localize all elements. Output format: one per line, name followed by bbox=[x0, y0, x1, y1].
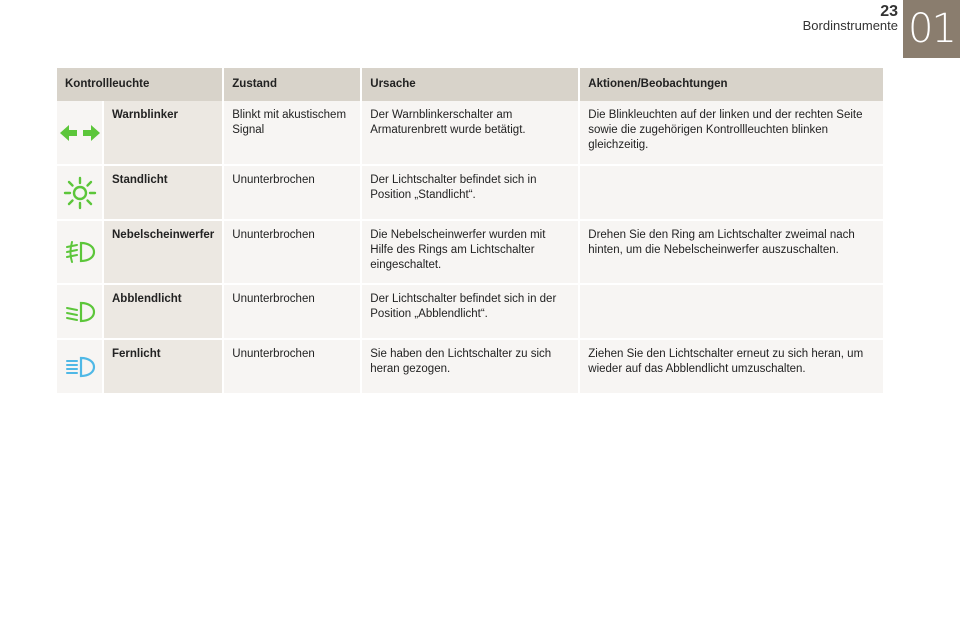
icon-cell bbox=[57, 284, 103, 339]
main-beam-icon bbox=[64, 355, 96, 379]
light-actions: Ziehen Sie den Lichtschalter erneut zu sich heran, um wieder auf das Abblendlicht umzuschalten. bbox=[579, 339, 884, 394]
chapter-tab: 01 bbox=[903, 0, 960, 58]
table-row bbox=[57, 165, 884, 220]
light-name: Abblendlicht bbox=[103, 284, 223, 339]
light-state: Ununterbrochen bbox=[223, 339, 361, 394]
column-header-cause: Ursache bbox=[361, 68, 579, 101]
light-name: Nebelscheinwerfer bbox=[103, 220, 223, 284]
table-row bbox=[57, 220, 884, 284]
table-row bbox=[57, 101, 884, 165]
table-row bbox=[57, 339, 884, 394]
icon-cell bbox=[57, 165, 103, 220]
front-fog-lamp-icon bbox=[64, 240, 96, 264]
table-header-row bbox=[57, 68, 884, 101]
section-title: Bordinstrumente bbox=[802, 18, 898, 33]
light-state: Blinkt mit akustischem Signal bbox=[223, 101, 361, 165]
page-number: 23 bbox=[880, 3, 898, 20]
light-actions: Die Blinkleuchten auf der linken und der rechten Seite sowie die zugehörigen Kontrollleuchten blinken gleichzeitig. bbox=[579, 101, 884, 165]
light-actions bbox=[579, 165, 884, 220]
column-header-actions: Aktionen/Beobachtungen bbox=[579, 68, 884, 101]
light-state: Ununterbrochen bbox=[223, 284, 361, 339]
warning-lights-table bbox=[57, 68, 885, 395]
table-row bbox=[57, 284, 884, 339]
sidelights-icon bbox=[63, 176, 97, 210]
dipped-beam-icon bbox=[64, 300, 96, 324]
column-header-state: Zustand bbox=[223, 68, 361, 101]
hazard-arrows-icon bbox=[58, 122, 102, 144]
icon-cell bbox=[57, 101, 103, 165]
icon-cell bbox=[57, 220, 103, 284]
light-cause: Der Warnblinkerschalter am Armaturenbrett wurde betätigt. bbox=[361, 101, 579, 165]
light-name: Fernlicht bbox=[103, 339, 223, 394]
column-header-light: Kontrollleuchte bbox=[57, 68, 223, 101]
light-actions: Drehen Sie den Ring am Lichtschalter zweimal nach hinten, um die Nebelscheinwerfer auszuschalten. bbox=[579, 220, 884, 284]
light-actions bbox=[579, 284, 884, 339]
light-state: Ununterbrochen bbox=[223, 220, 361, 284]
light-cause: Sie haben den Lichtschalter zu sich heran gezogen. bbox=[361, 339, 579, 394]
light-state: Ununterbrochen bbox=[223, 165, 361, 220]
icon-cell bbox=[57, 339, 103, 394]
light-cause: Die Nebelscheinwerfer wurden mit Hilfe des Rings am Lichtschalter eingeschaltet. bbox=[361, 220, 579, 284]
light-name: Standlicht bbox=[103, 165, 223, 220]
light-cause: Der Lichtschalter befindet sich in der Position „Abblendlicht“. bbox=[361, 284, 579, 339]
light-cause: Der Lichtschalter befindet sich in Position „Standlicht“. bbox=[361, 165, 579, 220]
light-name: Warnblinker bbox=[103, 101, 223, 165]
